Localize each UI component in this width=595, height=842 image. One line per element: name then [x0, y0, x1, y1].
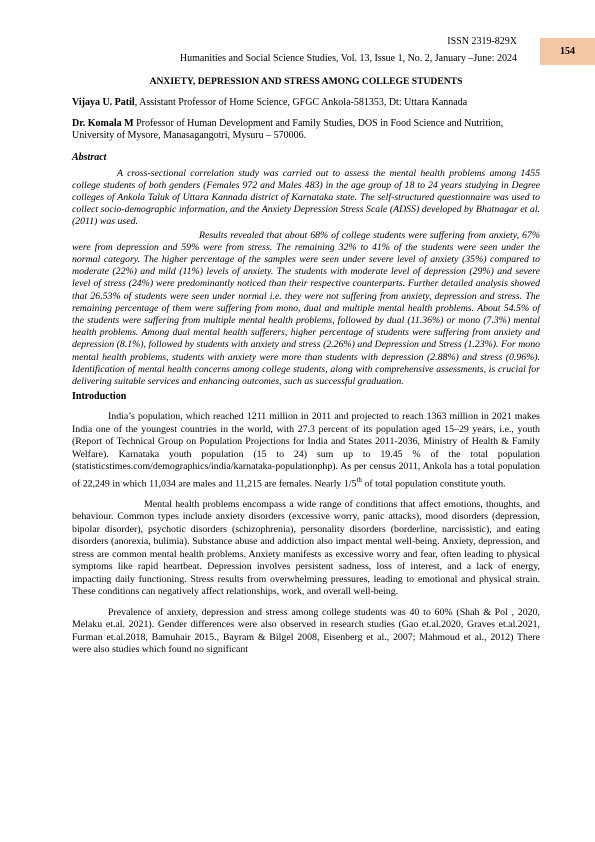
author-2 [72, 118, 540, 142]
intro-p1-end: of total population constitute youth. [361, 478, 506, 490]
issn: ISSN 2319-829X [447, 36, 517, 47]
intro-paragraph-1 [72, 411, 540, 490]
abstract-paragraph-2: Results revealed that about 68% of college students were suffering from anxiety, 67% were from depression and 59% were from stress. The remaining 32% to 41% of the students were seen under the normal category. The higher percentage of the samples were seen under severe level of anxiety (35%) compared to moderate (22%) and mild (11%) levels of anxiety. The students with moderate level of depression (29%) and severe level of stress (24%) were predominantly noticed than their respective counterparts. Further detailed analysis showed that 26.53% of students were seen under normal i.e. they were not suffering from anxiety, depression and stress. The remaining percentage of them were suffering from mono, dual and multiple mental health problems. About 54.5% of the students were suffering from multiple mental health problems, followed by dual (11.36%) or mono (7.3%) mental health problems. Among dual mental health sufferers, higher percentage of students were suffering from anxiety and depression (8.1%), followed by students with anxiety and stress (2.26%) and Depression and Stress (1.23%). For mono mental health problems, students with anxiety were more than students with depression (2.88%) and stress (0.96%). Identification of mental health concerns among college students, along with comprehensive assessments, is crucial for delivering suitable services and enhancing outcomes, such as successful graduation. [72, 229, 540, 388]
intro-paragraph-3: Prevalence of anxiety, depression and stress among college students was 40 to 60% (Shah & Pol , 2020, Melaku et.al. 2021). Gender differences were also observed in research studies (Gao et.al.2020, Graves et.al.2021, Furman et.al.2018, Bamuhair 2015., Bayram & Bilgel 2008, Eisenberg et al., 2007; Mahmoud et al., 2012) There were also studies which found no significant [72, 606, 540, 656]
intro-p1-superscript: th [356, 475, 362, 484]
author-1-name: Vijaya U. Patil [72, 97, 135, 108]
abstract-heading: Abstract [72, 151, 107, 163]
page-number: 154 [560, 46, 575, 57]
author-2-name: Dr. Komala M [72, 118, 134, 130]
author-1 [72, 97, 540, 109]
page-number-box [540, 38, 595, 65]
paper-title: ANXIETY, DEPRESSION AND STRESS AMONG COLLEGE STUDENTS [149, 76, 463, 87]
article-body [72, 76, 540, 657]
intro-p1-text: India’s population, which reached 1211 million in 2011 and projected to reach 1363 million in 2021 makes India one of the youngest countries in the world, with 27.3 percent of its population aged 15–29 years, i.e., youth (Report of Technical Group on Population Projections for India and States 2011-2036, Ministry of Health & Family Welfare). Karnataka youth population (15 to 24) sum up to 19.45 % of the total population (statisticstimes.com/demographics/india/karnataka-populationphp). As per census 2011, Ankola has a total population of 22,249 in which 11,034 are males and 11,215 are females. Nearly 1/5 [72, 411, 540, 490]
abstract-paragraph-1: A cross-sectional correlation study was carried out to assess the mental health problems among 1455 college students of both genders (Females 972 and Males 483) in the age group of 18 to 24 years studying in Degree colleges of Ankola Taluk of Uttara Kannada district of Karnataka state. The self-structured questionnaire was used to collect socio-demographic information, and the Anxiety Depression Stress Scale (ADSS) developed by Bhatnagar et al. (2011) was used. [72, 167, 540, 228]
journal-citation: Humanities and Social Science Studies, Vol. 13, Issue 1, No. 2, January –June: 2024 [179, 53, 517, 64]
intro-paragraph-2: Mental health problems encompass a wide range of conditions that affect emotions, thoughts, and behaviour. Common types include anxiety disorders (excessive worry, panic attacks), mood disorders (depression, bipolar disorder), psychotic disorders (schizophrenia), personality disorders (borderline, narcissistic), and eating disorders (anorexia, bulimia). Substance abuse and addiction also impact mental well-being. Anxiety, depression, and stress are common mental health problems. Anxiety manifests as excessive worry and fear, often leading to physical symptoms like rapid heartbeat. Depression involves persistent sadness, loss of interest, and a lack of energy, impacting daily functioning. Stress results from overwhelming pressures, leading to emotional and physical strain. These conditions can negatively affect relationships, work, and overall well-being. [72, 498, 540, 598]
introduction-heading: Introduction [72, 391, 127, 403]
author-2-affiliation: Professor of Human Development and Family Studies, DOS in Food Science and Nutrition, University of Mysore, Manasagangotri, Mysuru – 570006. [72, 118, 504, 142]
author-1-affiliation: , Assistant Professor of Home Science, GFGC Ankola-581353, Dt: Uttara Kannada [134, 97, 468, 108]
